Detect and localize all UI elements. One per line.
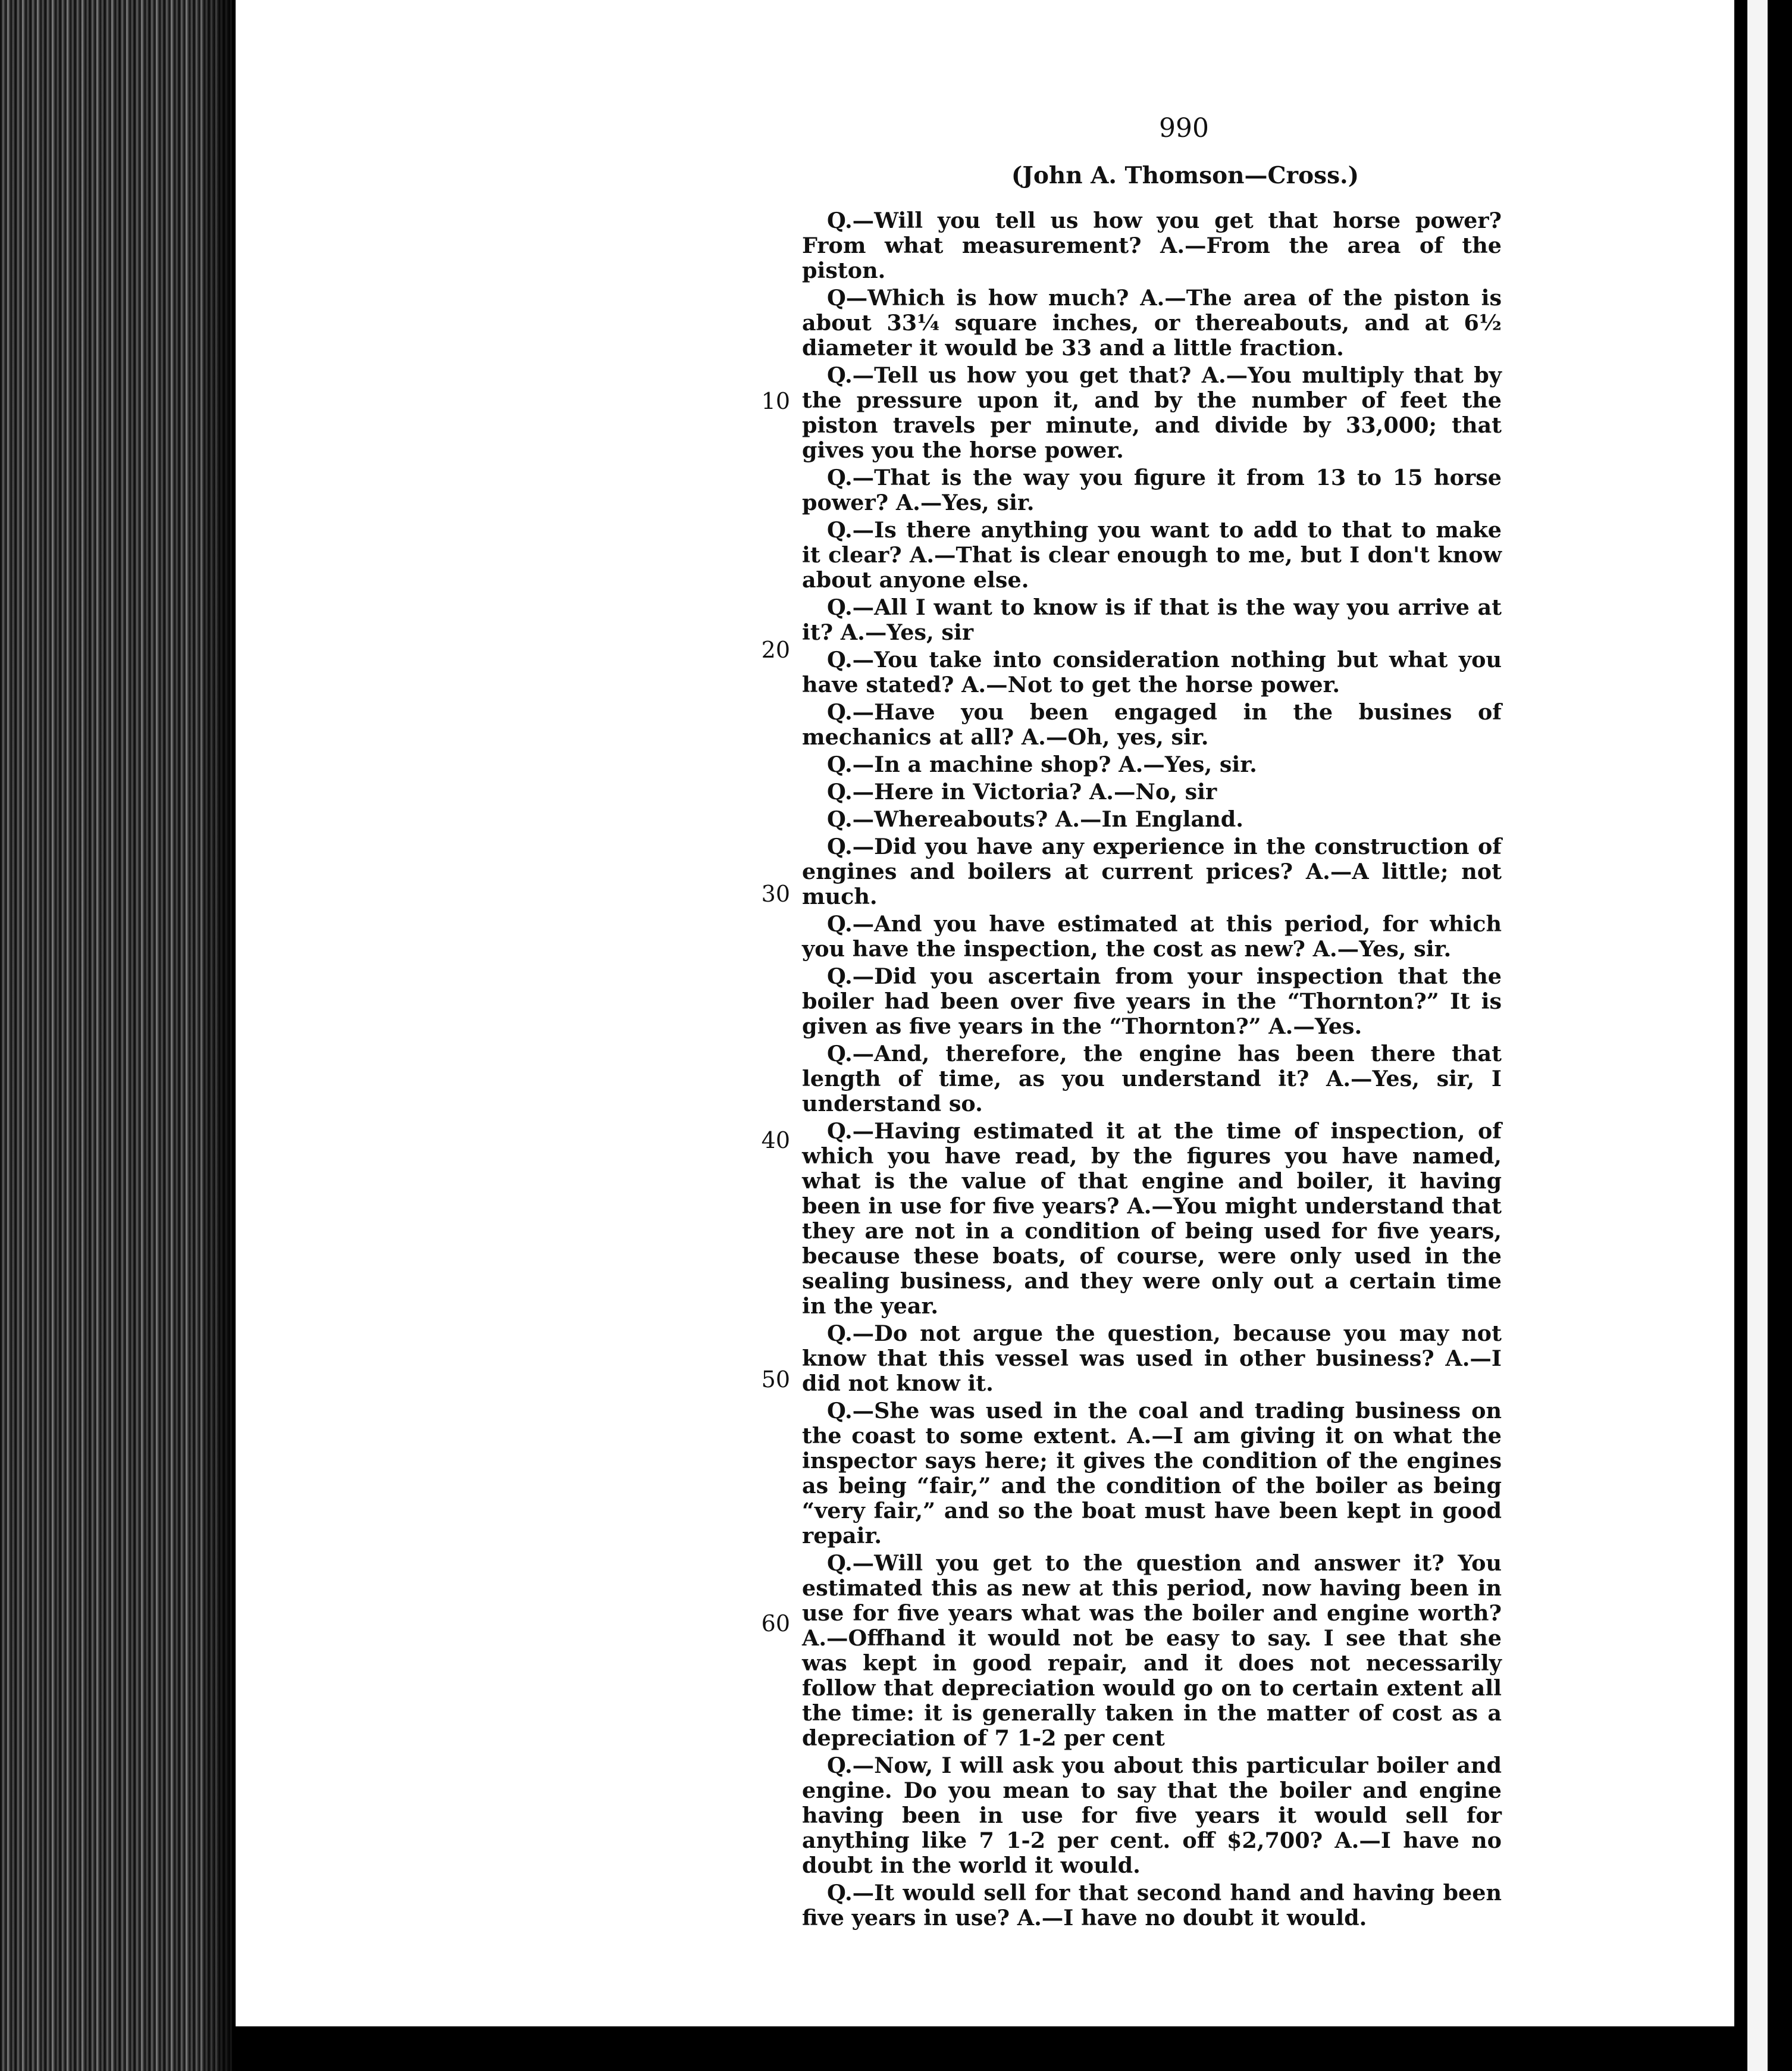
line-number: 10 bbox=[761, 388, 790, 414]
qa-paragraph: Q.—Have you been engaged in the busines of mechanics at all? A.—Oh, yes, sir. bbox=[802, 699, 1502, 750]
qa-paragraph: Q.—And, therefore, the engine has been there that length of time, as you understand it? A.—Yes, sir, I understand so. bbox=[802, 1041, 1502, 1116]
line-number: 60 bbox=[761, 1610, 790, 1637]
qa-paragraph: Q.—Whereabouts? A.—In England. bbox=[827, 806, 1243, 832]
qa-paragraph: Q.—You take into consideration nothing but what you have stated? A.—Not to get the horse power. bbox=[802, 647, 1502, 697]
qa-paragraph: Q.—She was used in the coal and trading business on the coast to some extent. A.—I am giving it on what the inspector says here; it gives the condition of the engines as being “fair,” and the condition of the boiler as being “very fair,” and so the boat must have been kept in good repair. bbox=[802, 1398, 1502, 1548]
qa-paragraph: Q.—All I want to know is if that is the way you arrive at it? A.—Yes, sir bbox=[802, 595, 1502, 645]
line-number: 40 bbox=[761, 1127, 790, 1153]
qa-paragraph: Q.—Do not argue the question, because you may not know that this vessel was used in other business? A.—I did not know it. bbox=[802, 1321, 1502, 1396]
bottom-scan-border bbox=[232, 2026, 1734, 2071]
qa-paragraph: Q—Which is how much? A.—The area of the piston is about 33¼ square inches, or thereabouts, and at 6½ diameter it would be 33 and a little fraction. bbox=[802, 285, 1502, 361]
qa-paragraph: Q.—In a machine shop? A.—Yes, sir. bbox=[827, 752, 1257, 777]
qa-paragraph: Q.—Having estimated it at the time of inspection, of which you have read, by the figures you have named, what is the value of that engine and boiler, it having been in use for five years? A.—You might understand that they are not in a condition of being used for five years, because these boats, of course, were only used in the sealing business, and they were only out a certain time in the year. bbox=[802, 1118, 1502, 1319]
adjacent-page-sliver bbox=[1747, 0, 1768, 2071]
page-number: 990 bbox=[1159, 113, 1209, 143]
line-number: 30 bbox=[761, 881, 790, 907]
testimony-text bbox=[802, 208, 1502, 1933]
right-scan-border bbox=[1734, 0, 1792, 2071]
qa-paragraph: Q.—Here in Victoria? A.—No, sir bbox=[827, 779, 1217, 805]
qa-paragraph: Q.—Now, I will ask you about this particular boiler and engine. Do you mean to say that the boiler and engine having been in use for five years it would sell for anything like 7 1-2 per cent. off $2,700? A.—I have no doubt in the world it would. bbox=[802, 1753, 1502, 1878]
line-number: 50 bbox=[761, 1366, 790, 1393]
qa-paragraph: Q.—Tell us how you get that? A.—You multiply that by the pressure upon it, and by the number of feet the piston travels per minute, and divide by 33,000; that gives you the horse power. bbox=[802, 362, 1502, 463]
book-page-edges bbox=[0, 0, 232, 2071]
qa-paragraph: Q.—Did you ascertain from your inspection that the boiler had been over five years in the “Thornton?” It is given as five years in the “Thornton?” A.—Yes. bbox=[802, 963, 1502, 1039]
qa-paragraph: Q.—And you have estimated at this period, for which you have the inspection, the cost as new? A.—Yes, sir. bbox=[802, 911, 1502, 962]
qa-paragraph: Q.—It would sell for that second hand and having been five years in use? A.—I have no doubt it would. bbox=[802, 1880, 1502, 1931]
qa-paragraph: Q.—Did you have any experience in the construction of engines and boilers at current prices? A.—A little; not much. bbox=[802, 834, 1502, 909]
line-number: 20 bbox=[761, 637, 790, 663]
running-head: (John A. Thomson—Cross.) bbox=[1011, 162, 1359, 189]
qa-paragraph: Q.—Will you tell us how you get that horse power? From what measurement? A.—From the area of the piston. bbox=[802, 208, 1502, 283]
qa-paragraph: Q.—Is there anything you want to add to that to make it clear? A.—That is clear enough to me, but I don't know about anyone else. bbox=[802, 517, 1502, 593]
qa-paragraph: Q.—Will you get to the question and answer it? You estimated this as new at this period, now having been in use for five years what was the boiler and engine worth? A.—Offhand it would not be easy to say. I see that she was kept in good repair, and it does not necessarily follow that depreciation would go on to certain extent all the time: it is generally taken in the matter of cost as a depreciation of 7 1-2 per cent bbox=[802, 1550, 1502, 1751]
qa-paragraph: Q.—That is the way you figure it from 13 to 15 horse power? A.—Yes, sir. bbox=[802, 465, 1502, 515]
